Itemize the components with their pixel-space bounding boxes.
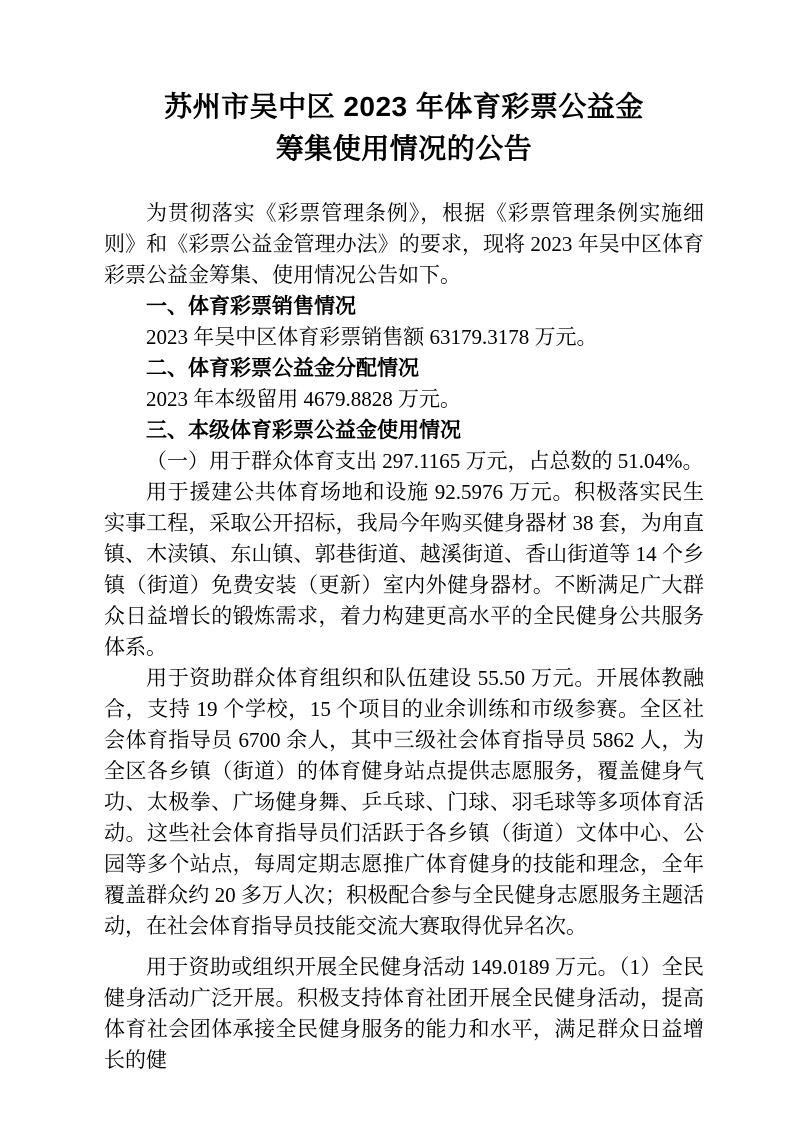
- paragraph: 用于援建公共体育场地和设施 92.5976 万元。积极落实民生实事工程，采取公开招标，我局今年购买健身器材 38 套，为甪直镇、木渎镇、东山镇、郭巷街道、越溪街道、香山街道等 14 个乡镇（街道）免费安装（更新）室内外健身器材。不断满足广大群众日益增长的锻炼需求，着力构建更高水平的全民健身公共服务体系。: [104, 480, 704, 659]
- document-title-line2: 筹集使用情况的公告: [275, 133, 533, 164]
- document-body: [104, 198, 704, 1076]
- paragraph: 2023 年吴中区体育彩票销售额 63179.3178 万元。: [146, 325, 598, 349]
- section-heading: 三、本级体育彩票公益金使用情况: [146, 419, 461, 442]
- paragraph: （一）用于群众体育支出 297.1165 万元，占总数的 51.04%。: [146, 449, 704, 473]
- section-heading: 一、体育彩票销售情况: [146, 295, 356, 318]
- document-title-line1: 苏州市吴中区 2023 年体育彩票公益金: [164, 91, 644, 122]
- document-title: [104, 86, 704, 170]
- paragraph: 为贯彻落实《彩票管理条例》，根据《彩票管理条例实施细则》和《彩票公益金管理办法》的要求，现将 2023 年吴中区体育彩票公益金筹集、使用情况公告如下。: [104, 201, 704, 287]
- paragraph: 2023 年本级留用 4679.8828 万元。: [146, 387, 461, 411]
- paragraph: 用于资助或组织开展全民健身活动 149.0189 万元。（1）全民健身活动广泛开展。积极支持体育社团开展全民健身活动，提高体育社会团体承接全民健身服务的能力和水平，满足群众日益增长的健: [104, 955, 704, 1072]
- section-heading: 二、体育彩票公益金分配情况: [146, 357, 419, 380]
- paragraph: 用于资助群众体育组织和队伍建设 55.50 万元。开展体教融合，支持 19 个学校，15 个项目的业余训练和市级参赛。全区社会体育指导员 6700 余人，其中三级社会体育指导员 5862 人，为全区各乡镇（街道）的体育健身站点提供志愿服务，覆盖健身气功、太极拳、广场健身舞、乒乓球、门球、羽毛球等多项体育活动。这些社会体育指导员们活跃于各乡镇（街道）文体中心、公园等多个站点，每周定期志愿推广体育健身的技能和理念，全年覆盖群众约 20 多万人次；积极配合参与全民健身志愿服务主题活动，在社会体育指导员技能交流大赛取得优异名次。: [104, 666, 704, 938]
